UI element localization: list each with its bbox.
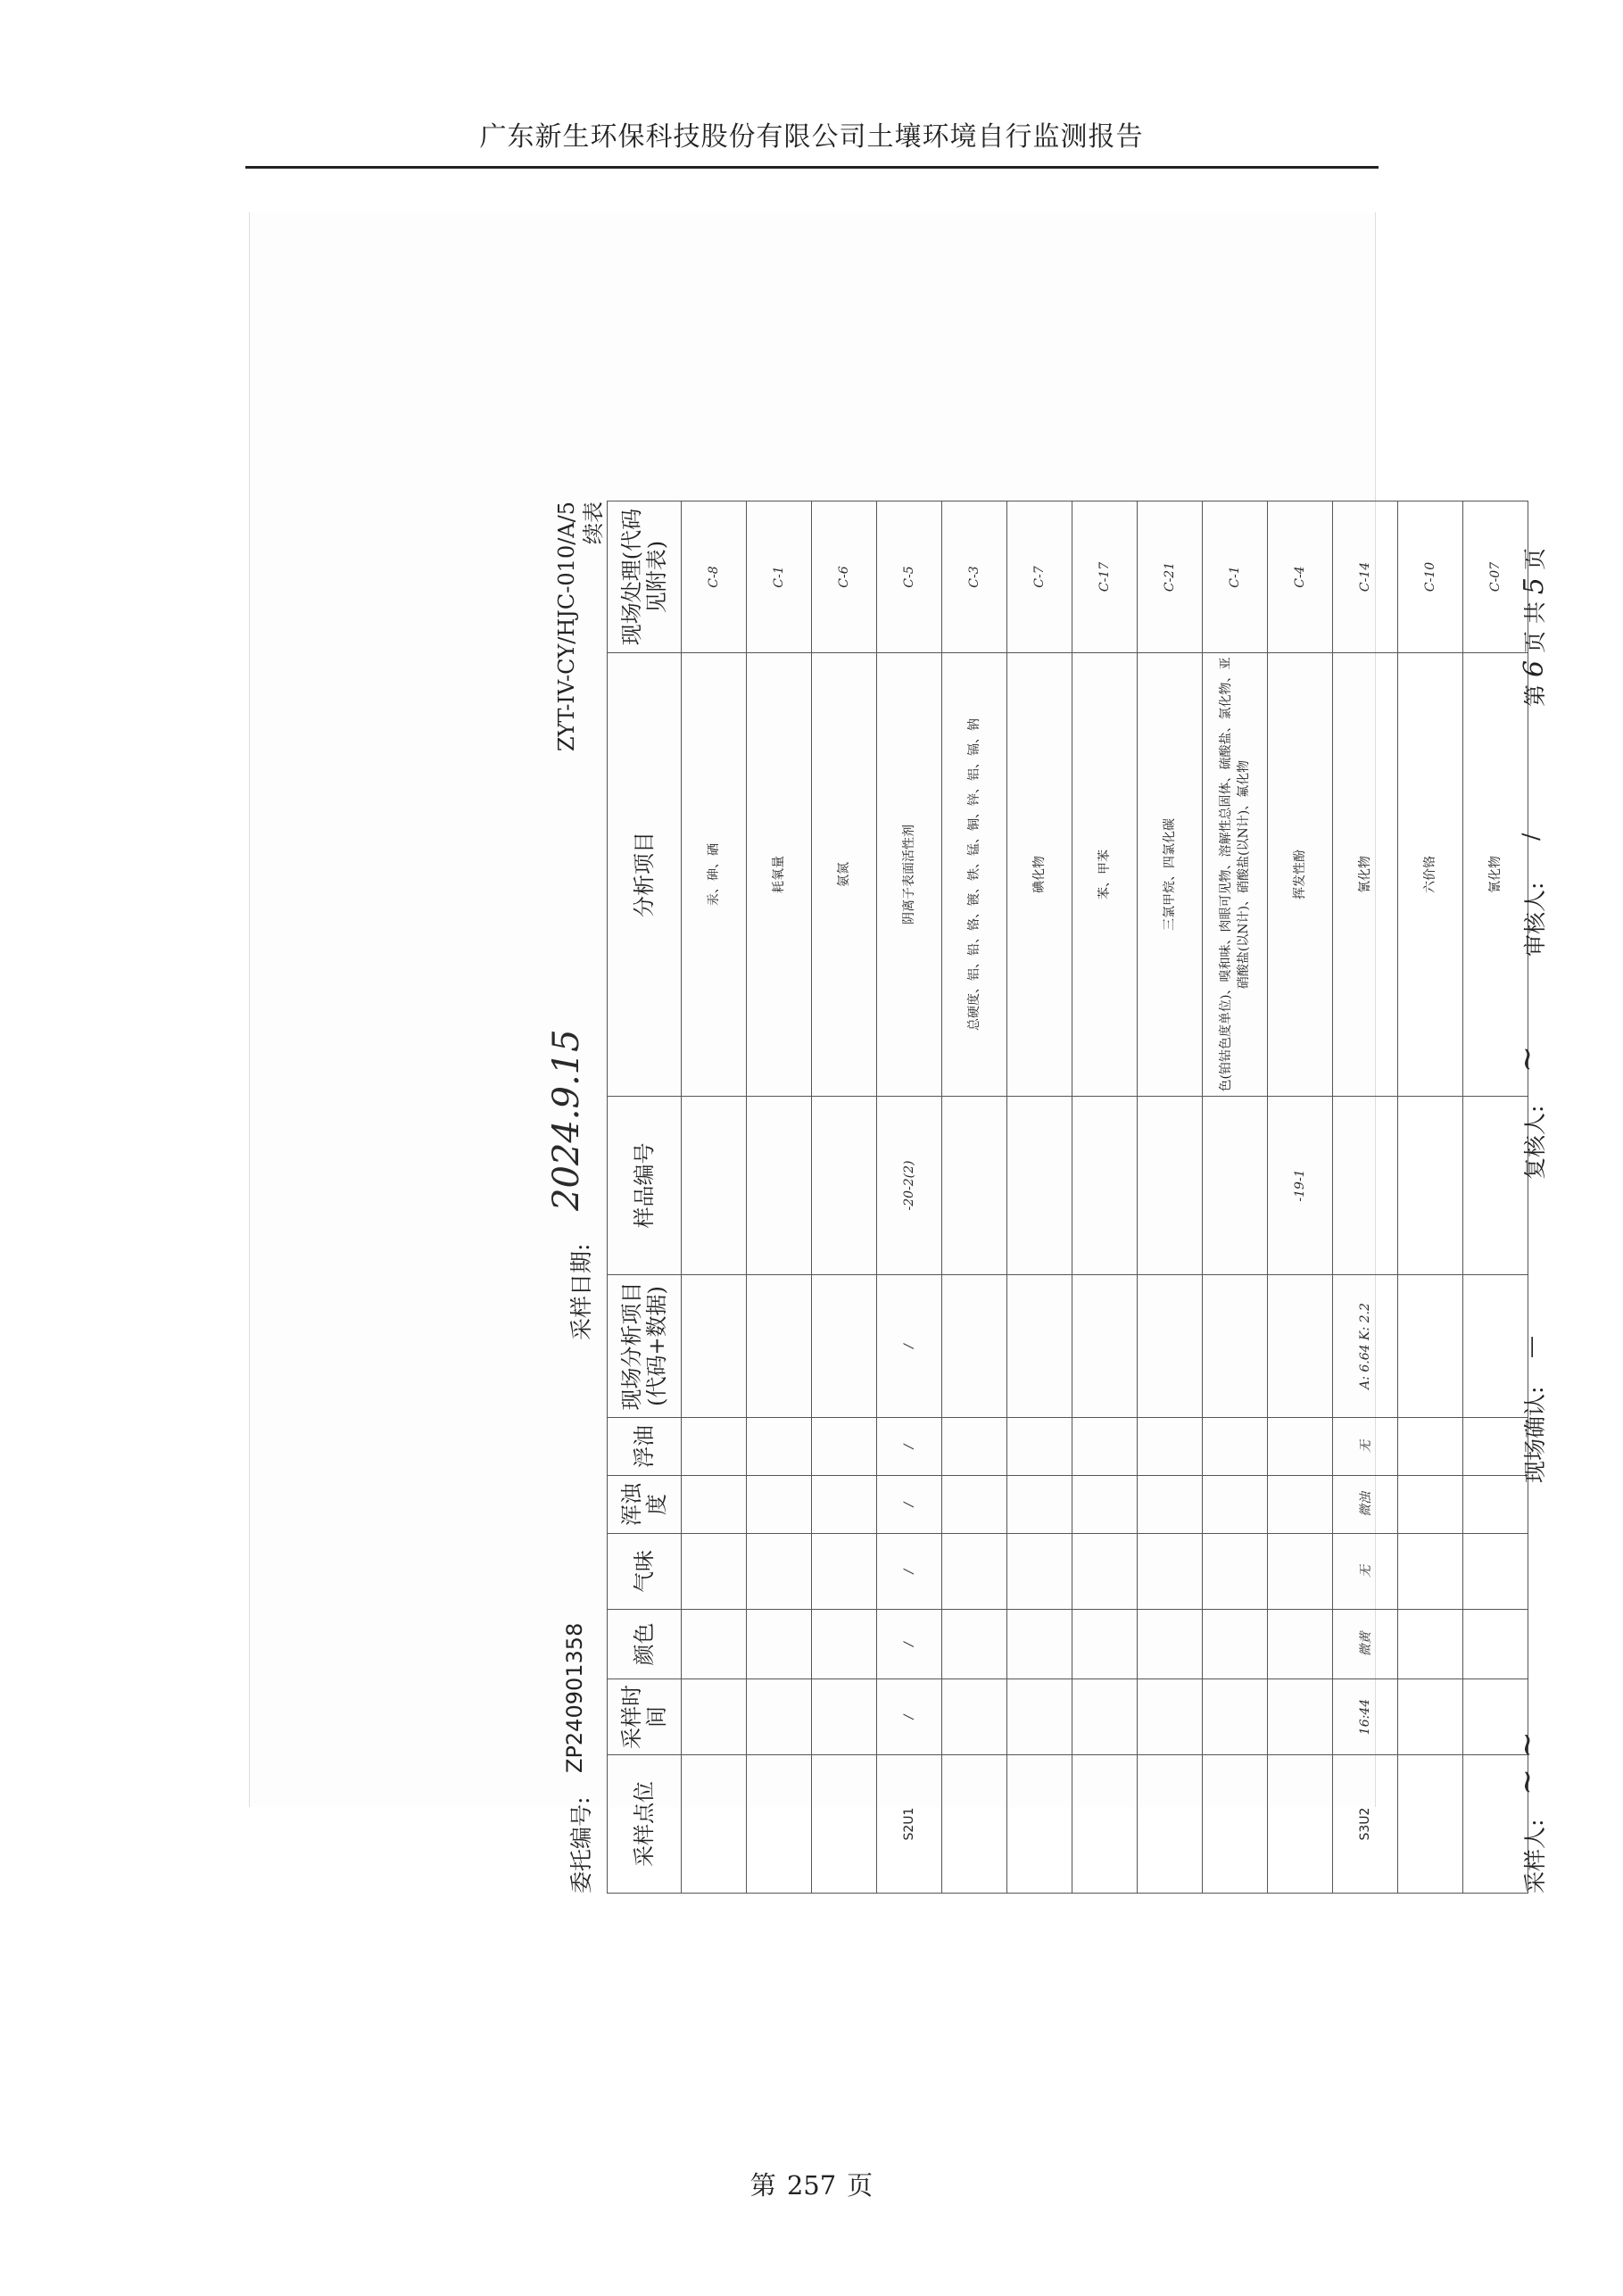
cell-time — [1398, 1679, 1463, 1755]
cell-turbidity — [682, 1476, 747, 1534]
form-code: ZYT-IV-CY/HJC-010/A/5 — [554, 501, 579, 752]
cell-sample — [1398, 1097, 1463, 1275]
table-row — [1007, 501, 1072, 1894]
report-header: 广东新生环保科技股份有限公司土壤环境自行监测报告 — [479, 121, 1144, 153]
cell-oil — [1007, 1418, 1072, 1476]
cell-sample — [1007, 1097, 1072, 1275]
cell-time: 16:44 — [1333, 1679, 1398, 1755]
header-rule — [245, 166, 1379, 169]
cell-oil — [1072, 1418, 1138, 1476]
cell-point — [1007, 1755, 1072, 1894]
cell-treatment: C-5 — [877, 501, 942, 653]
cell-field — [682, 1275, 747, 1418]
cell-time — [812, 1679, 877, 1755]
cell-sample — [747, 1097, 812, 1275]
cell-odor — [682, 1534, 747, 1610]
cell-treatment: C-21 — [1138, 501, 1203, 653]
cell-field — [1203, 1275, 1268, 1418]
cell-odor — [747, 1534, 812, 1610]
cell-field — [942, 1275, 1007, 1418]
cell-point — [1138, 1755, 1203, 1894]
cell-time: / — [877, 1679, 942, 1755]
cell-analysis: 耗氧量 — [747, 653, 812, 1097]
col-sample-no: 样品编号 — [608, 1097, 682, 1275]
cell-time — [682, 1679, 747, 1755]
cell-color — [1007, 1610, 1072, 1679]
cell-oil: 无 — [1333, 1418, 1398, 1476]
cell-field — [812, 1275, 877, 1418]
table-row — [1398, 501, 1463, 1894]
col-turbidity: 浑浊度 — [608, 1476, 682, 1534]
cell-odor: / — [877, 1534, 942, 1610]
cell-treatment: C-1 — [747, 501, 812, 653]
cell-analysis: 氨氮 — [812, 653, 877, 1097]
table-row — [1072, 501, 1138, 1894]
cell-treatment: C-1 — [1203, 501, 1268, 653]
cell-turbidity: / — [877, 1476, 942, 1534]
col-odor: 气味 — [608, 1534, 682, 1610]
cell-turbidity: 微浊 — [1333, 1476, 1398, 1534]
col-field-items: 现场分析项目(代码+数据) — [608, 1275, 682, 1418]
cell-odor — [1398, 1534, 1463, 1610]
cell-treatment: C-8 — [682, 501, 747, 653]
entrust-label: 委托编号: — [568, 1796, 594, 1894]
cell-field — [1398, 1275, 1463, 1418]
sheet-total: 5 — [1519, 576, 1550, 595]
cell-sample — [1333, 1097, 1398, 1275]
col-point: 采样点位 — [608, 1755, 682, 1894]
cell-odor — [942, 1534, 1007, 1610]
auditor-label: 审核人: — [1522, 882, 1548, 957]
cell-point — [1398, 1755, 1463, 1894]
cell-time — [1007, 1679, 1072, 1755]
cell-analysis: 汞、砷、硒 — [682, 653, 747, 1097]
cell-color — [1268, 1610, 1333, 1679]
sheet-no: 6 — [1519, 659, 1550, 678]
sampling-record-form — [544, 501, 1579, 1894]
cell-turbidity — [1072, 1476, 1138, 1534]
cell-analysis: 色(铂钴色度单位)、嗅和味、肉眼可见物、溶解性总固体、硫酸盐、氯化物、亚硝酸盐(以N计)、硝酸盐(以N计)、氟化物 — [1203, 653, 1268, 1097]
cell-point — [682, 1755, 747, 1894]
cell-analysis: 碘化物 — [1007, 653, 1072, 1097]
table-row — [747, 501, 812, 1894]
cell-sample — [1203, 1097, 1268, 1275]
cell-turbidity — [1138, 1476, 1203, 1534]
col-treatment: 现场处理(代码见附表) — [608, 501, 682, 653]
cell-color: 微黄 — [1333, 1610, 1398, 1679]
field-confirm-label: 现场确认: — [1522, 1386, 1548, 1483]
cell-turbidity — [1398, 1476, 1463, 1534]
cell-field — [1007, 1275, 1072, 1418]
table-row — [682, 501, 747, 1894]
cell-odor — [1203, 1534, 1268, 1610]
cell-odor — [1007, 1534, 1072, 1610]
page-footer — [0, 2166, 1623, 2202]
cell-analysis: 氰化物 — [1463, 653, 1528, 1097]
cell-time — [1072, 1679, 1138, 1755]
cell-oil — [682, 1418, 747, 1476]
cell-field — [747, 1275, 812, 1418]
cell-time — [1138, 1679, 1203, 1755]
table-header-row — [608, 501, 682, 1894]
cell-point: S3U2 — [1333, 1755, 1398, 1894]
auditor-value: / — [1518, 833, 1544, 841]
scanned-form — [249, 212, 1550, 1894]
cell-analysis: 阴离子表面活性剂 — [877, 653, 942, 1097]
cell-oil — [1203, 1418, 1268, 1476]
cell-color — [1072, 1610, 1138, 1679]
form-signature-bar — [1509, 501, 1566, 1894]
cell-oil — [1398, 1418, 1463, 1476]
cell-point — [1203, 1755, 1268, 1894]
cell-odor: 无 — [1333, 1534, 1398, 1610]
cell-turbidity — [1203, 1476, 1268, 1534]
cell-color — [1398, 1610, 1463, 1679]
cell-sample — [942, 1097, 1007, 1275]
cell-color — [942, 1610, 1007, 1679]
cell-color — [747, 1610, 812, 1679]
form-code-block — [553, 501, 607, 751]
cell-point — [812, 1755, 877, 1894]
cell-time — [747, 1679, 812, 1755]
cell-field: / — [877, 1275, 942, 1418]
cell-oil — [1138, 1418, 1203, 1476]
cell-color — [812, 1610, 877, 1679]
form-top-bar — [546, 501, 606, 1894]
cell-point — [942, 1755, 1007, 1894]
sheet-suffix: 页 — [1522, 548, 1548, 571]
table-row — [877, 501, 942, 1894]
cell-analysis: 三氯甲烷、四氯化碳 — [1138, 653, 1203, 1097]
cell-analysis: 总硬度、铝、铅、铬、镀、铁、锰、铜、锌、铝、镉、钠 — [942, 653, 1007, 1097]
table-row — [1333, 501, 1398, 1894]
cell-treatment: C-07 — [1463, 501, 1528, 653]
table-row — [1138, 501, 1203, 1894]
cell-odor — [1072, 1534, 1138, 1610]
cell-point — [747, 1755, 812, 1894]
cell-oil: / — [877, 1418, 942, 1476]
cell-treatment: C-10 — [1398, 501, 1463, 653]
cell-odor — [1138, 1534, 1203, 1610]
cell-point: S2U1 — [877, 1755, 942, 1894]
cell-treatment: C-7 — [1007, 501, 1072, 653]
sheet-mid: 页 共 — [1522, 601, 1548, 653]
sampling-table — [607, 501, 1528, 1894]
cell-odor — [812, 1534, 877, 1610]
field-confirm-value: — — [1518, 1336, 1544, 1358]
cell-oil — [942, 1418, 1007, 1476]
reviewer-label: 复核人: — [1522, 1105, 1548, 1180]
cell-oil — [812, 1418, 877, 1476]
footer-page-number: 257 — [786, 2170, 837, 2201]
cell-sample — [1138, 1097, 1203, 1275]
cell-field: A: 6.64 K: 2.2 — [1333, 1275, 1398, 1418]
cell-oil — [747, 1418, 812, 1476]
table-row — [1268, 501, 1333, 1894]
cell-field — [1268, 1275, 1333, 1418]
reviewer-signature: ∼ — [1509, 1045, 1545, 1073]
cell-analysis: 六价铬 — [1398, 653, 1463, 1097]
cell-treatment: C-17 — [1072, 501, 1138, 653]
cell-analysis: 挥发性酚 — [1268, 653, 1333, 1097]
cell-sample — [1072, 1097, 1138, 1275]
sampler-label: 采样人: — [1522, 1819, 1548, 1894]
cell-field — [1138, 1275, 1203, 1418]
sampling-date-value: 2024.9.15 — [546, 1029, 587, 1211]
cell-turbidity — [942, 1476, 1007, 1534]
cell-point — [1072, 1755, 1138, 1894]
cell-sample: -20-2(2) — [877, 1097, 942, 1275]
continued-label: 续表 — [581, 501, 606, 544]
cell-color: / — [877, 1610, 942, 1679]
cell-turbidity — [1007, 1476, 1072, 1534]
cell-point — [1268, 1755, 1333, 1894]
cell-color — [1203, 1610, 1268, 1679]
footer-prefix: 第 — [749, 2170, 776, 2201]
cell-treatment: C-4 — [1268, 501, 1333, 653]
col-analysis: 分析项目 — [608, 653, 682, 1097]
cell-time — [1203, 1679, 1268, 1755]
cell-odor — [1268, 1534, 1333, 1610]
cell-time — [1268, 1679, 1333, 1755]
cell-turbidity — [747, 1476, 812, 1534]
cell-sample — [682, 1097, 747, 1275]
cell-oil — [1268, 1418, 1333, 1476]
col-color: 颜色 — [608, 1610, 682, 1679]
footer-suffix: 页 — [847, 2170, 874, 2201]
sampling-date-label: 采样日期: — [568, 1243, 594, 1340]
table-row — [1203, 501, 1268, 1894]
cell-analysis: 氰化物 — [1333, 653, 1398, 1097]
cell-turbidity — [1268, 1476, 1333, 1534]
table-row — [942, 501, 1007, 1894]
cell-treatment: C-14 — [1333, 501, 1398, 653]
cell-treatment: C-6 — [812, 501, 877, 653]
cell-color — [1138, 1610, 1203, 1679]
cell-analysis: 苯、甲苯 — [1072, 653, 1138, 1097]
cell-color — [682, 1610, 747, 1679]
sampler-signature: ∼ ∼ — [1509, 1731, 1545, 1795]
sheet-prefix: 第 — [1522, 684, 1548, 707]
col-oil: 浮油 — [608, 1418, 682, 1476]
cell-turbidity — [812, 1476, 877, 1534]
col-time: 采样时间 — [608, 1679, 682, 1755]
cell-sample — [812, 1097, 877, 1275]
cell-field — [1072, 1275, 1138, 1418]
cell-sample: -19-1 — [1268, 1097, 1333, 1275]
cell-time — [942, 1679, 1007, 1755]
table-row — [812, 501, 877, 1894]
sheet-indicator — [1518, 548, 1550, 707]
entrust-number: ZP240901358 — [562, 1622, 587, 1773]
cell-treatment: C-3 — [942, 501, 1007, 653]
